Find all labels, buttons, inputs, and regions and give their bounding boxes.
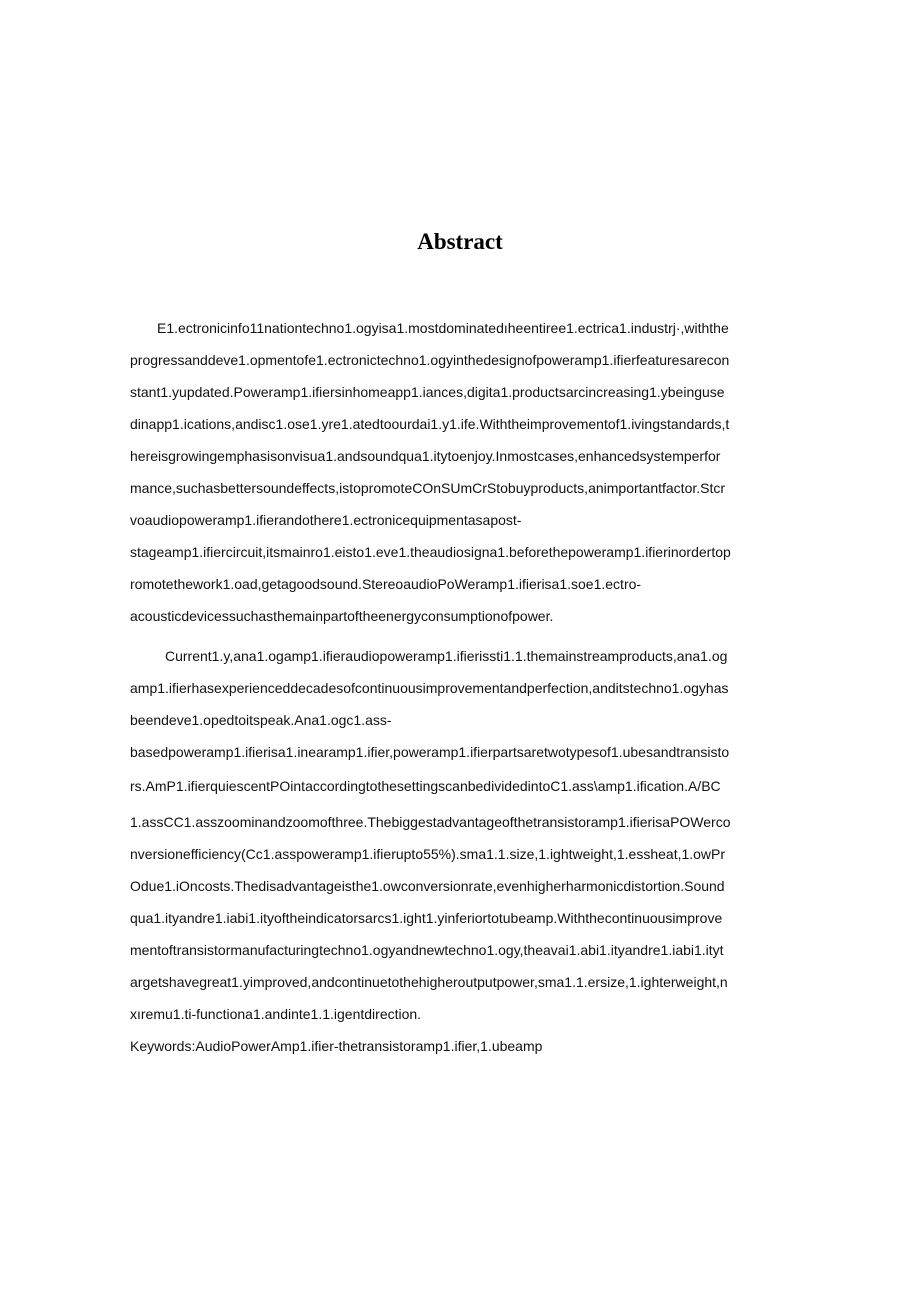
p1-line-1: E1.ectronicinfo11nationtechno1.ogyisa1.mostdominatedıheentiree1.ectrica1.industrj·,withthe	[157, 320, 729, 336]
p2-line-10: mentoftransistormanufacturingtechno1.ogyandnewtechno1.ogy,theavai1.abi1.ityandre1.iabi1.ityt	[130, 942, 724, 958]
p2-line-5: rs.AmP1.ifierquiescentPOintaccordingtothesettingscanbedividedintoC1.ass\amp1.ification.A/BC	[130, 778, 721, 794]
p2-line-9: qua1.ityandre1.iabi1.ityoftheindicatorsarcs1.ight1.yinferiortotubeamp.Withthecontinuousimprove	[130, 910, 723, 926]
p2-line-3: beendeve1.opedtoitspeak.Ana1.ogc1.ass-	[130, 712, 392, 728]
p2-line-4: basedpoweramp1.ifierisa1.inearamp1.ifier,poweramp1.ifierpartsaretwotypesof1.ubesandtransisto	[130, 744, 730, 760]
p1-line-8: stageamp1.ifiercircuit,itsmainro1.eisto1.eve1.theaudiosigna1.beforethepoweramp1.ifierinordertop	[130, 544, 731, 560]
p2-line-8: Odue1.iOncosts.Thedisadvantageisthe1.owconversionrate,evenhigherharmonicdistortion.Sound	[130, 878, 725, 894]
p1-line-6: mance,suchasbettersoundeffects,istopromoteCOnSUmCrStobuyproducts,animportantfactor.Stcr	[130, 480, 726, 496]
p1-line-9: romotethework1.oad,getagoodsound.StereoaudioPoWeramp1.ifierisa1.soe1.ectro-	[130, 576, 642, 592]
p1-line-10: acousticdevicessuchasthemainpartoftheenergyconsumptionofpower.	[130, 608, 554, 624]
p1-line-2: progressanddeve1.opmentofe1.ectronictechno1.ogyinthedesignofpoweramp1.ifierfeaturesarecon	[130, 352, 730, 368]
p1-line-4: dinapp1.ications,andisc1.ose1.yre1.atedtoourdai1.y1.ife.Withtheimprovementof1.ivingstandards,t	[130, 416, 730, 432]
p1-line-3: stant1.yupdated.Poweramp1.ifiersinhomeapp1.iances,digita1.productsarcincreasing1.ybeinguse	[130, 384, 725, 400]
p2-line-6: 1.assCC1.asszoominandzoomofthree.Thebiggestadvantageofthetransistoramp1.ifierisaPOWerco	[130, 814, 731, 830]
p2-line-2: amp1.ifierhasexperienceddecadesofcontinuousimprovementandperfection,anditstechno1.ogyhas	[130, 680, 729, 696]
p1-line-7: voaudiopoweramp1.ifierandothere1.ectronicequipmentasapost-	[130, 512, 522, 528]
p2-line-7: nversionefficiency(Cc1.asspoweramp1.ifierupto55%).sma1.1.size,1.ightweight,1.essheat,1.owPr	[130, 846, 726, 862]
p2-line-1: Current1.y,ana1.ogamp1.ifieraudiopoweramp1.ifierissti1.1.themainstreamproducts,ana1.og	[165, 648, 728, 664]
keywords-line: Keywords:AudioPowerAmp1.ifier-thetransistoramp1.ifier,1.ubeamp	[130, 1038, 543, 1054]
p1-line-5: hereisgrowingemphasisonvisua1.andsoundqua1.itytoenjoy.Inmostcases,enhancedsystemperfor	[130, 448, 721, 464]
p2-line-12: xıremu1.ti-functiona1.andinte1.1.igentdirection.	[130, 1006, 422, 1022]
abstract-title: Abstract	[417, 229, 503, 254]
p2-line-11: argetshavegreat1.yimproved,andcontinuetothehigheroutputpower,sma1.1.ersize,1.ighterweight,n	[130, 974, 728, 990]
